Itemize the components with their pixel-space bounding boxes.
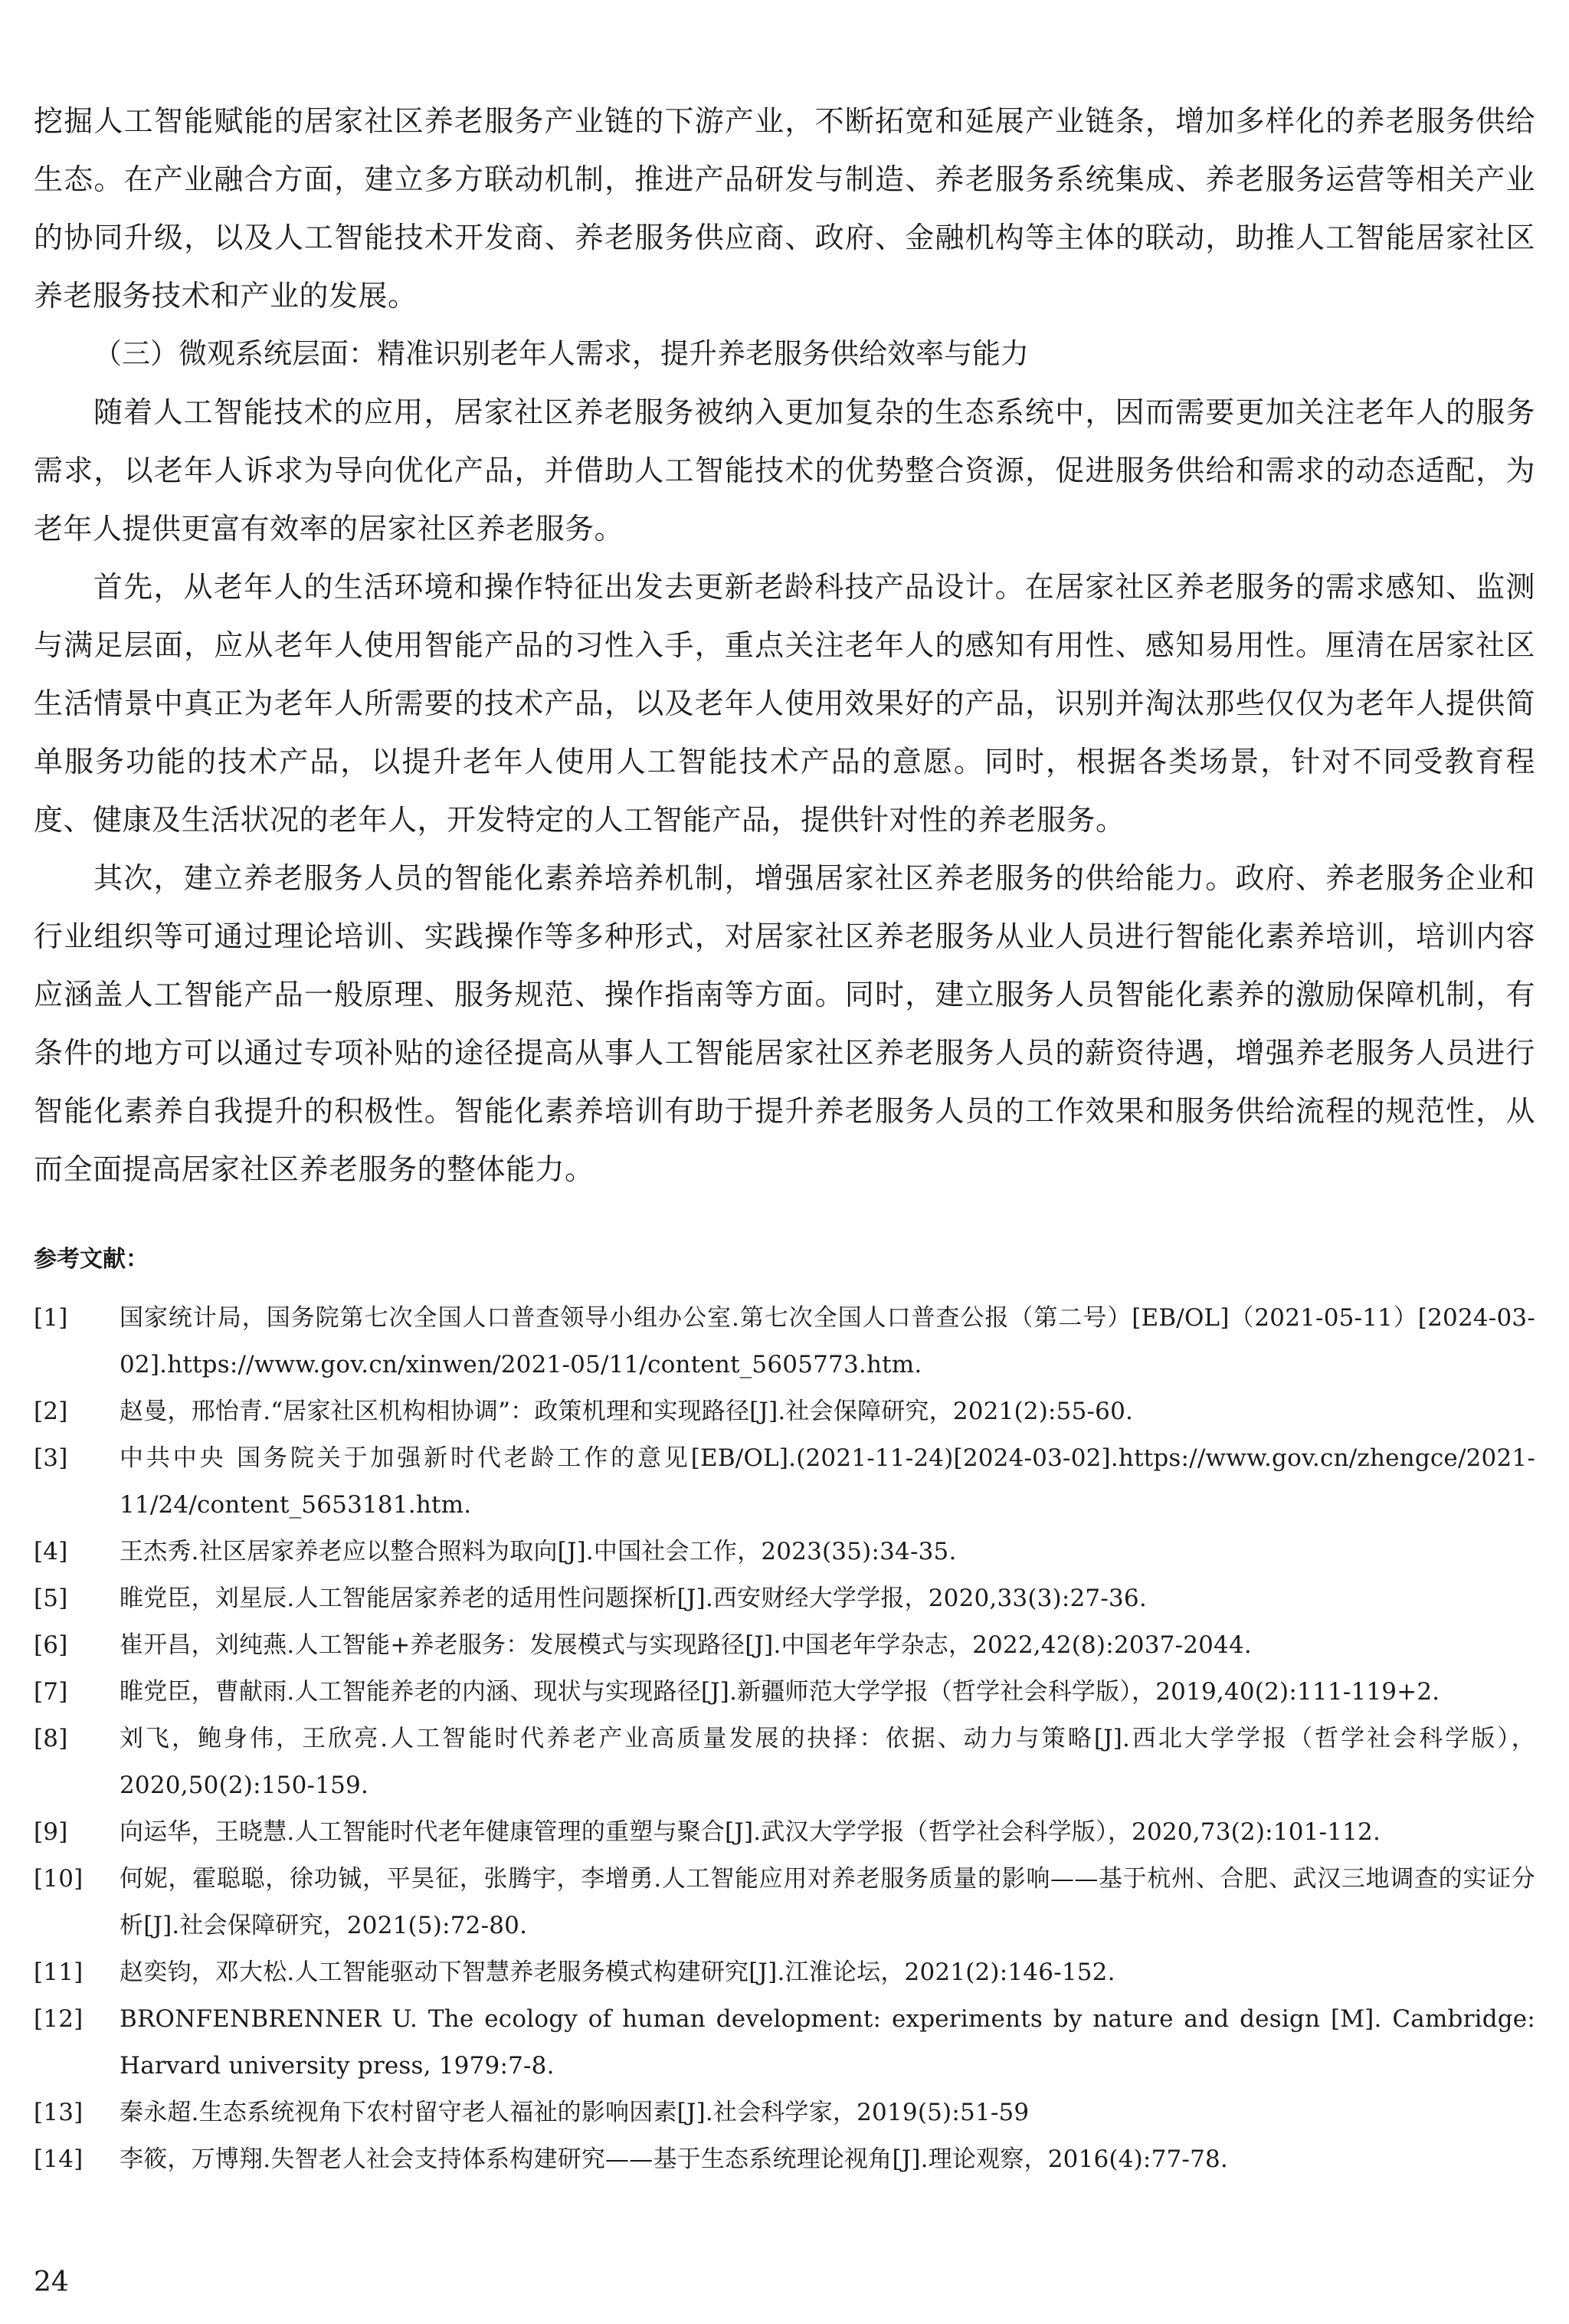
reference-number: [7] [34, 1678, 68, 1706]
reference-text: 刘飞，鲍身伟，王欣亮.人工智能时代养老产业高质量发展的抉择：依据、动力与策略[J].西北大学学报（哲学社会科学版），2020,50(2):150-159. [120, 1725, 1535, 1799]
reference-item [34, 1575, 1535, 1622]
reference-item [34, 1716, 1535, 1809]
reference-item [34, 1622, 1535, 1669]
reference-number: [6] [34, 1631, 68, 1659]
page-number: 24 [34, 2267, 69, 2298]
reference-item [34, 1435, 1535, 1529]
reference-number: [1] [34, 1304, 68, 1332]
paragraph-lead: 其次，建立养老服务人员的智能化素养培养机制，增强居家社区养老服务的供给能力。 [93, 861, 1236, 895]
reference-text: 赵奕钧，邓大松.人工智能驱动下智慧养老服务模式构建研究[J].江淮论坛，2021(2):146-152. [120, 1959, 1115, 1986]
reference-item [34, 1809, 1535, 1856]
reference-text: 崔开昌，刘纯燕.人工智能+养老服务：发展模式与实现路径[J].中国老年学杂志，2022,42(8):2037-2044. [120, 1631, 1252, 1659]
reference-number: [14] [34, 2145, 84, 2173]
section-subheading: （三）微观系统层面：精准识别老年人需求，提升养老服务供给效率与能力 [93, 337, 1029, 370]
reference-item [34, 1996, 1535, 2090]
reference-number: [11] [34, 1959, 84, 1986]
paragraph-lead: 首先，从老年人的生活环境和操作特征出发去更新老龄科技产品设计。 [93, 570, 1025, 604]
references-title: 参考文献： [34, 1246, 149, 1273]
reference-number: [5] [34, 1585, 68, 1612]
page-content [34, 92, 1535, 2183]
reference-number: [10] [34, 1865, 84, 1893]
body-paragraph: 挖掘人工智能赋能的居家社区养老服务产业链的下游产业，不断拓宽和延展产业链条，增加多样化的养老服务供给生态。在产业融合方面，建立多方联动机制，推进产品研发与制造、养老服务系统集成、养老服务运营等相关产业的协同升级，以及人工智能技术开发商、养老服务供应商、政府、金融机构等主体的联动，助推人工智能居家社区养老服务技术和产业的发展。 [34, 104, 1535, 313]
reference-item [34, 1856, 1535, 1949]
reference-text: BRONFENBRENNER U. The ecology of human development: experiments by nature and design [M]. Cambridge: Harvard university press, 1979:7-8. [120, 2005, 1535, 2080]
body-paragraph [34, 558, 1535, 849]
reference-item [34, 2136, 1535, 2183]
reference-number: [9] [34, 1818, 68, 1846]
reference-item [34, 2090, 1535, 2136]
reference-item [34, 1529, 1535, 1575]
reference-text: 睢党臣，曹献雨.人工智能养老的内涵、现状与实现路径[J].新疆师范大学学报（哲学社会科学版），2019,40(2):111-119+2. [120, 1678, 1440, 1706]
body-paragraph [34, 849, 1535, 1198]
reference-number: [2] [34, 1398, 68, 1425]
reference-text: 睢党臣，刘星辰.人工智能居家养老的适用性问题探析[J].西安财经大学学报，2020,33(3):27-36. [120, 1585, 1147, 1612]
reference-number: [8] [34, 1725, 68, 1752]
references-list [34, 1295, 1535, 2183]
reference-text: 秦永超.生态系统视角下农村留守老人福祉的影响因素[J].社会科学家，2019(5):51-59 [120, 2099, 1030, 2126]
reference-text: 何妮，霍聪聪，徐功铖，平昊征，张腾宇，李增勇.人工智能应用对养老服务质量的影响——基于杭州、合肥、武汉三地调查的实证分析[J].社会保障研究，2021(5):72-80. [120, 1865, 1535, 1939]
paragraph-text: 政府、养老服务企业和行业组织等可通过理论培训、实践操作等多种形式，对居家社区养老服务从业人员进行智能化素养培训，培训内容应涵盖人工智能产品一般原理、服务规范、操作指南等方面。同时，建立服务人员智能化素养的激励保障机制，有条件的地方可以通过专项补贴的途径提高从事人工智能居家社区养老服务人员的薪资待遇，增强养老服务人员进行智能化素养自我提升的积极性。智能化素养培训有助于提升养老服务人员的工作效果和服务供给流程的规范性，从而全面提高居家社区养老服务的整体能力。 [34, 861, 1535, 1186]
reference-number: [12] [34, 2005, 84, 2033]
reference-item [34, 1388, 1535, 1435]
reference-item [34, 1669, 1535, 1716]
reference-text: 王杰秀.社区居家养老应以整合照料为取向[J].中国社会工作，2023(35):34-35. [120, 1538, 957, 1565]
paragraph-text: 在居家社区养老服务的需求感知、监测与满足层面，应从老年人使用智能产品的习性入手，重点关注老年人的感知有用性、感知易用性。厘清在居家社区生活情景中真正为老年人所需要的技术产品，以及老年人使用效果好的产品，识别并淘汰那些仅仅为老年人提供简单服务功能的技术产品，以提升老年人使用人工智能技术产品的意愿。同时，根据各类场景，针对不同受教育程度、健康及生活状况的老年人，开发特定的人工智能产品，提供针对性的养老服务。 [34, 570, 1535, 837]
reference-text: 向运华，王晓慧.人工智能时代老年健康管理的重塑与聚合[J].武汉大学学报（哲学社会科学版），2020,73(2):101-112. [120, 1818, 1381, 1846]
reference-text: 中共中央 国务院关于加强新时代老龄工作的意见[EB/OL].(2021-11-24)[2024-03-02].https://www.gov.cn/zhengce/2021-11/24/content_5653181.htm. [120, 1444, 1535, 1519]
reference-item [34, 1295, 1535, 1388]
reference-number: [13] [34, 2099, 84, 2126]
reference-text: 国家统计局，国务院第七次全国人口普查领导小组办公室.第七次全国人口普查公报（第二号）[EB/OL]（2021-05-11）[2024-03-02].https://www.gov.cn/xinwen/2021-05/11/content_5605773.htm. [120, 1304, 1535, 1378]
reference-number: [4] [34, 1538, 68, 1565]
reference-number: [3] [34, 1444, 68, 1472]
body-paragraph: 随着人工智能技术的应用，居家社区养老服务被纳入更加复杂的生态系统中，因而需要更加关注老年人的服务需求，以老年人诉求为导向优化产品，并借助人工智能技术的优势整合资源，促进服务供给和需求的动态适配，为老年人提供更富有效率的居家社区养老服务。 [34, 395, 1535, 546]
reference-item [34, 1949, 1535, 1996]
reference-text: 李筱，万博翔.失智老人社会支持体系构建研究——基于生态系统理论视角[J].理论观察，2016(4):77-78. [120, 2145, 1228, 2173]
reference-text: 赵曼，邢怡青.“居家社区机构相协调”：政策机理和实现路径[J].社会保障研究，2021(2):55-60. [120, 1398, 1134, 1425]
